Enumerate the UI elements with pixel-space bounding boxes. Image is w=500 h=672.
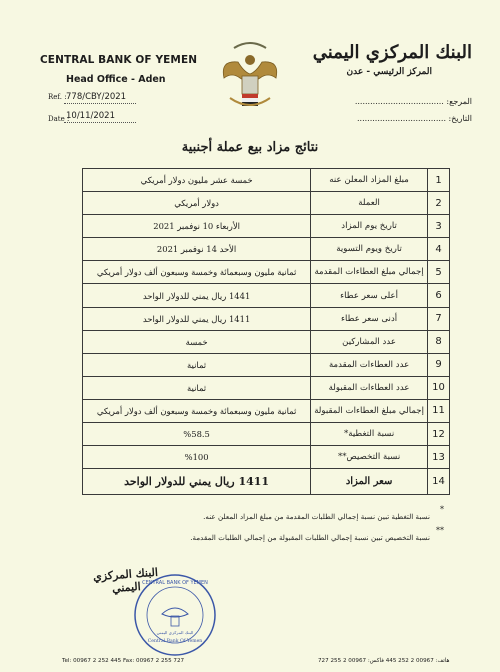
row-value: الأحد 14 نوفمبر 2021 <box>83 238 311 261</box>
date-label: Date : <box>48 115 70 123</box>
header-english <box>40 54 200 85</box>
table-row <box>83 284 450 307</box>
row-value: 1411 ريال يمني للدولار الواحد <box>83 469 311 495</box>
row-label: إجمالي مبلغ العطاءات المقدمة <box>311 261 428 284</box>
document-title: نتائج مزاد بيع عملة أجنبية <box>181 140 319 155</box>
row-label: نسبة التغطية* <box>311 423 428 446</box>
row-label: مبلغ المزاد المعلن عنه <box>311 169 428 192</box>
row-label: العملة <box>311 192 428 215</box>
table-row <box>83 307 450 330</box>
row-value: %58.5 <box>83 423 311 446</box>
signature: البنك المركزي اليمني <box>92 565 159 595</box>
row-label: عدد المشاركين <box>311 330 428 353</box>
bank-name-ar: البنك المركزي اليمني <box>312 42 472 63</box>
footnote-coverage <box>100 505 444 521</box>
row-value: %100 <box>83 446 311 469</box>
header-arabic <box>312 42 472 77</box>
row-value: ثمانية مليون وسبعمائة وخمسة وسبعون ألف دولار أمريكي <box>83 399 311 422</box>
footer-contact-en: Tel: 00967 2 252 445 Fax: 00967 2 255 727 <box>62 658 185 664</box>
row-number: 10 <box>428 376 450 399</box>
row-label: عدد العطاءات المقدمة <box>311 353 428 376</box>
row-value: ثمانية <box>83 353 311 376</box>
row-value: خمسة عشر مليون دولار أمريكي <box>83 169 311 192</box>
row-value: خمسة <box>83 330 311 353</box>
row-number: 13 <box>428 446 450 469</box>
row-value: ثمانية <box>83 376 311 399</box>
row-label: أدنى سعر عطاء <box>311 307 428 330</box>
table-row <box>83 261 450 284</box>
row-number: 14 <box>428 469 450 495</box>
footer-contact-ar: هاتف: 00967 2 252 445 فاكس: 00967 2 255 727 <box>318 658 450 664</box>
table-row <box>83 192 450 215</box>
table-body <box>83 169 450 495</box>
footnote-text: نسبة التغطية تبين نسبة إجمالي الطلبات المقدمة من مبلغ المزاد المعلن عنه. <box>203 512 430 521</box>
date-underline <box>64 122 136 123</box>
ref-value: 778/CBY/2021 <box>66 92 127 102</box>
row-number: 6 <box>428 284 450 307</box>
table-row <box>83 446 450 469</box>
table-row <box>83 330 450 353</box>
row-number: 4 <box>428 238 450 261</box>
footnote-mark: * <box>440 505 444 514</box>
office-ar: المركز الرئيسي - عدن <box>346 67 432 77</box>
row-value: 1441 ريال يمني للدولار الواحد <box>83 284 311 307</box>
row-number: 3 <box>428 215 450 238</box>
ref-underline <box>64 103 136 104</box>
table-row <box>83 353 450 376</box>
auction-results-table <box>82 168 450 495</box>
ref-label: Ref. : <box>48 93 67 101</box>
row-label: تاريخ ويوم التسوية <box>311 238 428 261</box>
row-label: أعلى سعر عطاء <box>311 284 428 307</box>
row-number: 7 <box>428 307 450 330</box>
row-number: 11 <box>428 399 450 422</box>
table-row <box>83 399 450 422</box>
stamp-text-top: CENTRAL BANK OF YEMEN <box>142 580 208 586</box>
row-label: عدد العطاءات المقبولة <box>311 376 428 399</box>
row-value: ثمانية مليون وسبعمائة وخمسة وسبعون ألف دولار أمريكي <box>83 261 311 284</box>
row-number: 9 <box>428 353 450 376</box>
table-row <box>83 376 450 399</box>
row-label: تاريخ يوم المزاد <box>311 215 428 238</box>
yemen-emblem-icon <box>216 38 284 114</box>
row-number: 8 <box>428 330 450 353</box>
table-row <box>83 238 450 261</box>
row-number: 2 <box>428 192 450 215</box>
row-number: 5 <box>428 261 450 284</box>
row-label: سعر المزاد <box>311 469 428 495</box>
table-row <box>83 215 450 238</box>
table-row <box>83 469 450 495</box>
footnote-mark: ** <box>436 526 444 535</box>
date-value: 10/11/2021 <box>66 111 115 121</box>
footnote-text: نسبة التخصيص تبين نسبة إجمالي الطلبات المقبولة من إجمالي الطلبات المقدمة. <box>190 533 430 542</box>
date-label-ar: التاريخ: ................................... <box>356 114 472 123</box>
table-row <box>83 423 450 446</box>
row-number: 12 <box>428 423 450 446</box>
row-label: إجمالي مبلغ العطاءات المقبولة <box>311 399 428 422</box>
footnote-allocation <box>100 526 444 542</box>
row-value: دولار أمريكي <box>83 192 311 215</box>
stamp-text-en: Central Bank Of Yemen <box>147 639 203 644</box>
row-number: 1 <box>428 169 450 192</box>
row-value: الأربعاء 10 نوفمبر 2021 <box>83 215 311 238</box>
bank-name-en: CENTRAL BANK OF YEMEN <box>40 54 198 66</box>
table-row <box>83 169 450 192</box>
row-value: 1411 ريال يمني للدولار الواحد <box>83 307 311 330</box>
stamp-text-ar: البنك المركزي اليمني <box>156 630 194 635</box>
office-en: Head Office - Aden <box>66 74 166 85</box>
row-label: نسبة التخصيص** <box>311 446 428 469</box>
footnotes <box>100 505 444 554</box>
ref-label-ar: المرجع: ................................... <box>354 97 472 106</box>
